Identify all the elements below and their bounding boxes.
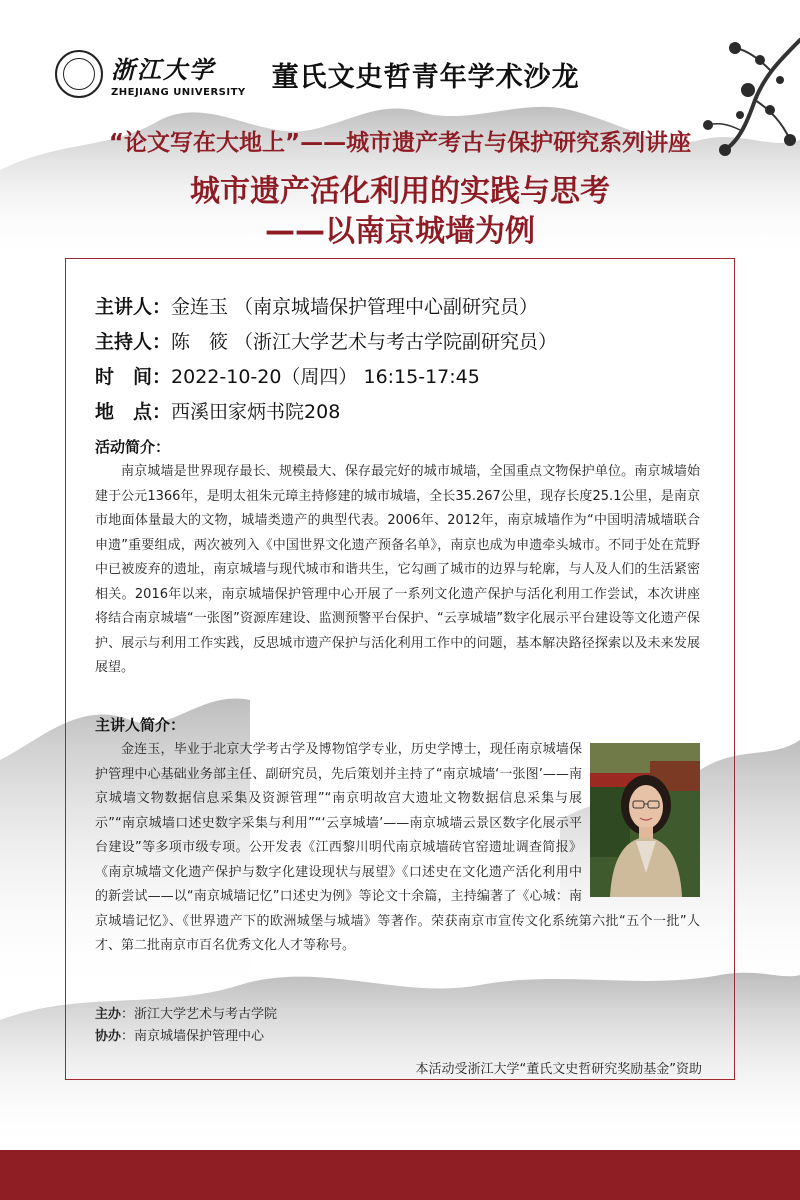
university-name-cn: 浙江大学 xyxy=(111,55,215,84)
time-label: 时 间： xyxy=(95,366,172,388)
speaker-intro-body: 金连玉，毕业于北京大学考古学及博物馆学专业，历史学博士，现任南京城墙保护管理中心基础业务部主任、副研究员，先后策划并主持了“南京城墙‘一张图’——南京城墙文物数据信息采集及资源管理”“南京明故宫大遗址文物数据信息采集与展示”“南京城墙口述史数字采集与利用”“‘云享城墙’——南京城墙云景区数字化展示平台建设”等多项市级专项。公开发表《江西黎川明代南京城墙砖官窑遗址调查简报》《南京城墙文化遗产保护与数字化建设现状与展望》《口述史在文化遗产活化利用中的新尝试——以“南京城墙记忆”口述史为例》等论文十余篇，主持编著了《心城：南京城墙记忆》、《世界遗产下的欧洲城堡与城墙》等著作。荣获南京市宣传文化系统第六批“五个一批”人才、第二批南京市百名优秀文化人才等称号。 xyxy=(95,742,700,953)
organizer-value: ：浙江大学艺术与考古学院 xyxy=(121,1007,278,1022)
event-intro-heading: 活动简介： xyxy=(95,438,171,456)
host-row xyxy=(95,325,557,360)
time-value: 2022-10-20（周四） 16:15-17:45 xyxy=(171,366,480,388)
bottom-color-bar xyxy=(0,1150,800,1200)
salon-title: 董氏文史哲青年学术沙龙 xyxy=(271,61,580,93)
speaker-row xyxy=(95,290,557,325)
place-value: 西溪田家炳书院208 xyxy=(171,401,341,423)
university-seal-icon xyxy=(55,50,103,98)
co-organizer-value: ：南京城墙保护管理中心 xyxy=(121,1029,265,1044)
series-title: “论文写在大地上”——城市遗产考古与保护研究系列讲座 xyxy=(108,130,692,156)
event-info xyxy=(95,290,557,430)
host-value: 陈 筱 （浙江大学艺术与考古学院副研究员） xyxy=(171,331,558,353)
speaker-photo xyxy=(590,743,700,897)
time-row xyxy=(95,360,557,395)
place-row xyxy=(95,395,557,430)
organizer-label: 主办 xyxy=(95,1007,122,1022)
speaker-label: 主讲人： xyxy=(95,296,172,318)
speaker-value: 金连玉 （南京城墙保护管理中心副研究员） xyxy=(171,296,539,318)
co-organizer-label: 协办 xyxy=(95,1029,122,1044)
university-logo xyxy=(111,50,246,98)
co-organizer-line xyxy=(95,1025,264,1044)
funding-note: 本活动受浙江大学“董氏文史哲研究奖励基金”资助 xyxy=(415,1062,702,1077)
event-intro-text: 南京城墙是世界现存最长、规模最大、保存最完好的城市城墙，全国重点文物保护单位。南京城墙始建于公元1366年，是明太祖朱元璋主持修建的城市城墙，全长35.267公里，现存长度25.1公里，是南京市地面体量最大的文物，城墙类遗产的典型代表。2006年、2012年，南京城墙作为“中国明清城墙联合申遗”重要组成，两次被列入《中国世界文化遗产预备名单》，南京也成为申遗牵头城市。不同于处在荒野中已被废弃的遗址，南京城墙与现代城市和谐共生，它勾画了城市的边界与轮廓，与人及人们的生活紧密相关。2016年以来，南京城墙保护管理中心开展了一系列文化遗产保护与活化利用工作尝试，本次讲座将结合南京城墙“一张图”资源库建设、监测预警平台保护、“云享城墙”数字化展示平台建设等文化遗产保护、展示与利用工作实践，反思城市遗产保护与活化利用工作中的问题，基本解决路径探索以及未来发展展望。 xyxy=(95,464,700,675)
place-label: 地 点： xyxy=(95,401,172,423)
lecture-title-line1: 城市遗产活化利用的实践与思考 xyxy=(190,174,610,209)
host-label: 主持人： xyxy=(95,331,172,353)
lecture-title-line2: ——以南京城墙为例 xyxy=(265,214,535,249)
speaker-intro-heading: 主讲人简介： xyxy=(95,716,186,734)
university-name-en: ZHEJIANG UNIVERSITY xyxy=(111,87,246,98)
organizer-line xyxy=(95,1003,277,1022)
header xyxy=(55,44,580,104)
